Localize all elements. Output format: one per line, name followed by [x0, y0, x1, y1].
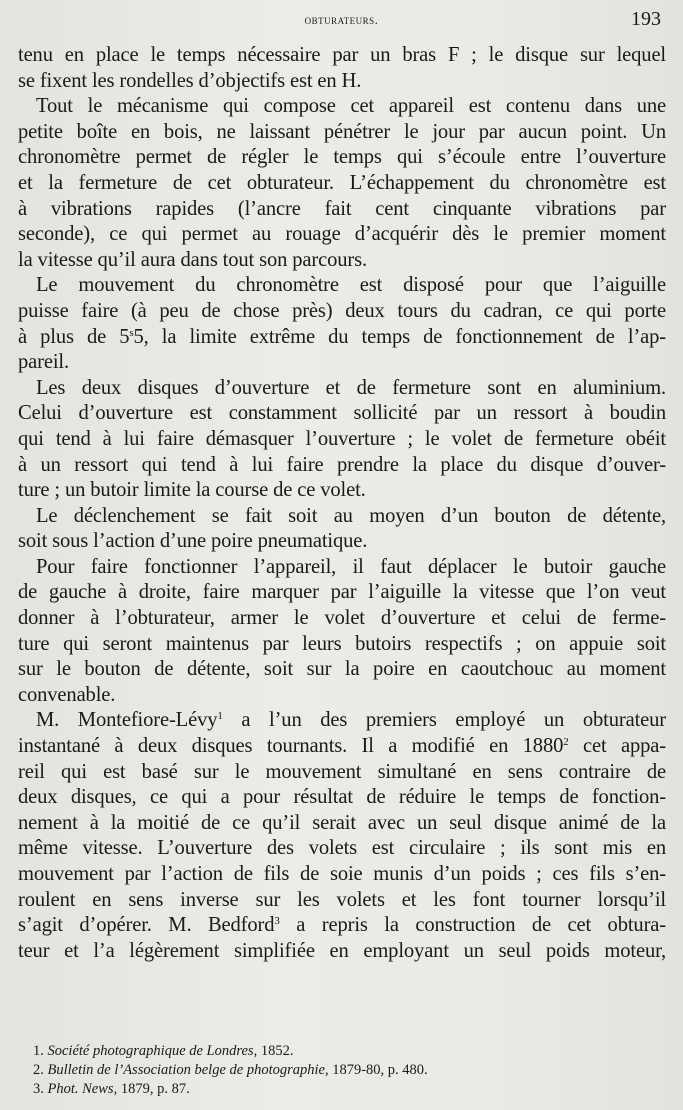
text-line: deux disques, ce qui a pour résultat de réduire le temps de fonction-: [18, 786, 666, 809]
footnote: [33, 1061, 653, 1080]
text-line: Tout le mécanisme qui compose cet appareil est contenu dans une: [36, 95, 666, 118]
footnote-title: Phot. News: [47, 1081, 114, 1097]
text-line: Pour faire fonctionner l’appareil, il faut déplacer le butoir gauche: [36, 555, 666, 578]
footnote-rest: , 1879-80, p. 480.: [324, 1062, 428, 1078]
text-line: à vibrations rapides (l’ancre fait cent cinquante vibrations par: [18, 197, 666, 220]
footnote-title: Société photographique de Londres: [47, 1043, 254, 1059]
text-line: Les deux disques d’ouverture et de fermeture sont en aluminium.: [36, 376, 666, 399]
text-line: et la fermeture de cet obturateur. L’échappement du chronomètre est: [18, 171, 666, 194]
text-line: la vitesse qu’il aura dans tout son parcours.: [18, 248, 367, 271]
body-text: [18, 43, 666, 964]
text-line: de gauche à droite, faire marquer par l’aiguille la vitesse que l’on veut: [18, 581, 666, 604]
text-line: Le déclenchement se fait soit au moyen d’un bouton de détente,: [36, 504, 666, 527]
footnotes: [33, 1042, 653, 1099]
text-line: même vitesse. L’ouverture des volets est circulaire ; ils sont mis en: [18, 837, 666, 860]
text-line: Le mouvement du chronomètre est disposé pour que l’aiguille: [36, 274, 666, 297]
text-line: se fixent les rondelles d’objectifs est en H.: [18, 69, 362, 92]
footnote-number: 2.: [33, 1062, 44, 1078]
text-line: tenu en place le temps nécessaire par un bras F ; le disque sur lequel: [18, 44, 666, 66]
footnote-number: 3.: [33, 1081, 44, 1097]
text-line: mouvement par l’action de fils de soie munis d’un poids ; ces fils s’en-: [18, 863, 666, 885]
text-line: reil qui est basé sur le mouvement simultané en sens contraire de: [18, 760, 666, 783]
text-line: instantané à deux disques tournants. Il a modifié en 1880$^2$ cet appa-: [18, 735, 666, 758]
text-line: Celui d’ouverture est constamment sollicité par un ressort à boudin: [18, 402, 666, 425]
footnote: [33, 1042, 653, 1061]
page-number: 193: [631, 8, 661, 30]
footnote-number: 1.: [33, 1043, 44, 1059]
footnote-rest: , 1879, p. 87.: [113, 1081, 190, 1097]
seconds-mark: s: [129, 326, 134, 339]
text-line: nement à la moitié de ce qu’il serait avec un seul disque animé de la: [18, 811, 666, 834]
footnote: [33, 1080, 653, 1099]
text-line: soit sous l’action d’une poire pneumatique.: [18, 530, 368, 553]
text-line: seconde), ce qui permet au rouage d’acquérir dès le premier moment: [18, 223, 666, 246]
footnote-ref: 2: [563, 736, 569, 749]
text-line: petite boîte en bois, ne laissant pénétrer le jour par aucun point. Un: [18, 120, 666, 143]
footnote-rest: , 1852.: [253, 1043, 294, 1059]
text-line: sur le bouton de détente, soit sur la poire en caoutchouc au moment: [18, 658, 666, 681]
text-line: ture ; un butoir limite la course de ce volet.: [18, 479, 366, 502]
footnote-title: Bulletin de l’Association belge de photographie: [47, 1062, 325, 1078]
text-line: à plus de 5$^s$5, la limite extrême du temps de fonctionnement de l’ap-: [18, 325, 667, 348]
text-line: M. Montefiore-Lévy$^1$ a l’un des premiers employé un obturateur: [36, 709, 666, 732]
text-line: ture qui seront maintenus par leurs butoirs respectifs ; on appuie soit: [18, 632, 666, 655]
footnote-ref: 3: [274, 915, 280, 928]
running-head: [18, 9, 665, 31]
text-line: qui tend à lui faire démasquer l’ouverture ; le volet de fermeture obéit: [18, 427, 666, 450]
text-line: roulent en sens inverse sur les volets et les font tourner lorsqu’il: [18, 888, 666, 911]
text-line: à un ressort qui tend à lui faire prendre la place du disque d’ouver-: [18, 453, 666, 476]
footnote-ref: 1: [217, 710, 223, 723]
text-line: puisse faire (à peu de chose près) deux tours du cadran, ce qui porte: [18, 299, 666, 322]
text-line: s’agit d’opérer. M. Bedford$^3$ a repris la construction de cet obtura-: [18, 914, 666, 937]
text-line: chronomètre permet de régler le temps qui s’écoule entre l’ouverture: [18, 146, 666, 169]
text-line: donner à l’obturateur, armer le volet d’ouverture et celui de ferme-: [18, 607, 666, 630]
running-title: obturateurs.: [304, 12, 379, 27]
text-line: convenable.: [18, 683, 116, 706]
text-line: pareil.: [18, 351, 69, 374]
text-line: teur et l’a légèrement simplifiée en employant un seul poids moteur,: [18, 939, 666, 962]
